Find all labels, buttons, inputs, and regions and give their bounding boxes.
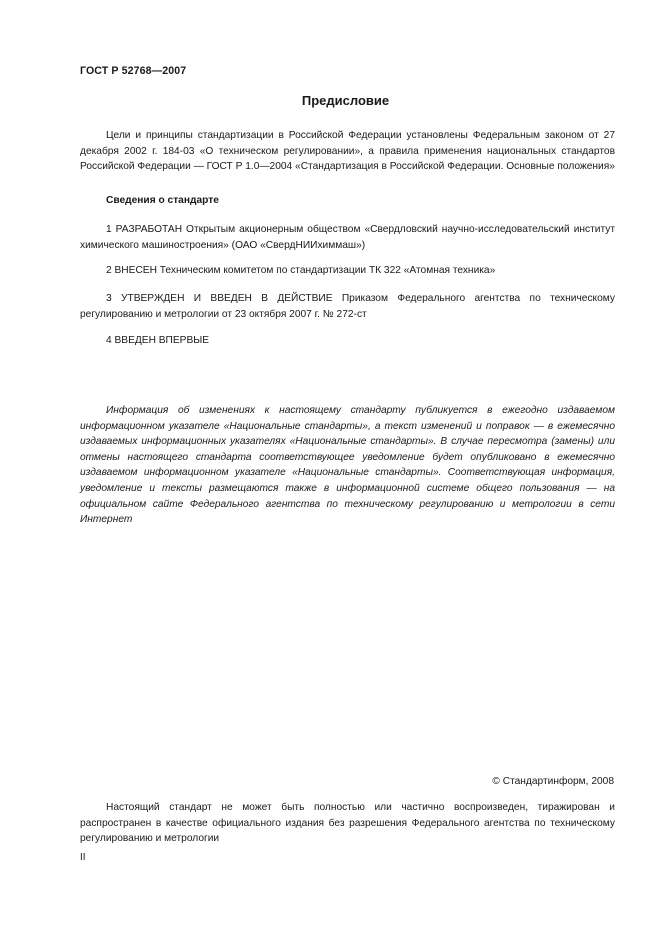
intro-paragraph: Цели и принципы стандартизации в Российской Федерации установлены Федеральным законом от 27 декабря 2002 г. 184-03 «О техническом регулировании», а правила применения национальных стандартов Российской Федерации — ГОСТ Р 1.0—2004 «Стандартизация в Российской Федерации. Основные положения» — [80, 130, 615, 173]
info-item-3: 3 УТВЕРЖДЕН И ВВЕДЕН В ДЕЙСТВИЕ Приказом Федерального агентства по техническому регулированию и метрологии от 23 октября 2007 г. № 272-ст — [80, 293, 615, 320]
info-heading: Сведения о стандарте — [106, 195, 219, 206]
page-number: II — [80, 852, 86, 863]
notice-paragraph: Информация об изменениях к настоящему стандарту публикуется в ежегодно издаваемом информационном указателе «Национальные стандарты», а текст изменений и поправок — в ежемесячно издаваемых информационных указателях «Национальные стандарты». В случае пересмотра (замены) или отмены настоящего стандарта соответствующее уведомление будет опубликовано в ежемесячно издаваемом информационном указателе «Национальные стандарты». Соответствующая информация, уведомление и тексты размещаются также в информационной системе общего пользования — на официальном сайте Федерального агентства по техническому регулированию и метрологии в сети Интернет — [80, 405, 615, 526]
reproduction-notice: Настоящий стандарт не может быть полностью или частично воспроизведен, тиражирован и распространен в качестве официального издания без разрешения Федерального агентства по техническому регулированию и метрологии — [80, 802, 615, 845]
info-item-2: 2 ВНЕСЕН Техническим комитетом по стандартизации ТК 322 «Атомная техника» — [106, 265, 496, 276]
page-title: Предисловие — [301, 93, 390, 108]
info-item-1: 1 РАЗРАБОТАН Открытым акционерным обществом «Свердловский научно-исследовательский институт химического машиностроения» (ОАО «СвердНИИхиммаш») — [80, 224, 615, 251]
copyright-line: © Стандартинформ, 2008 — [492, 776, 614, 787]
info-item-4: 4 ВВЕДЕН ВПЕРВЫЕ — [106, 335, 210, 346]
document-header: ГОСТ Р 52768—2007 — [80, 65, 187, 77]
